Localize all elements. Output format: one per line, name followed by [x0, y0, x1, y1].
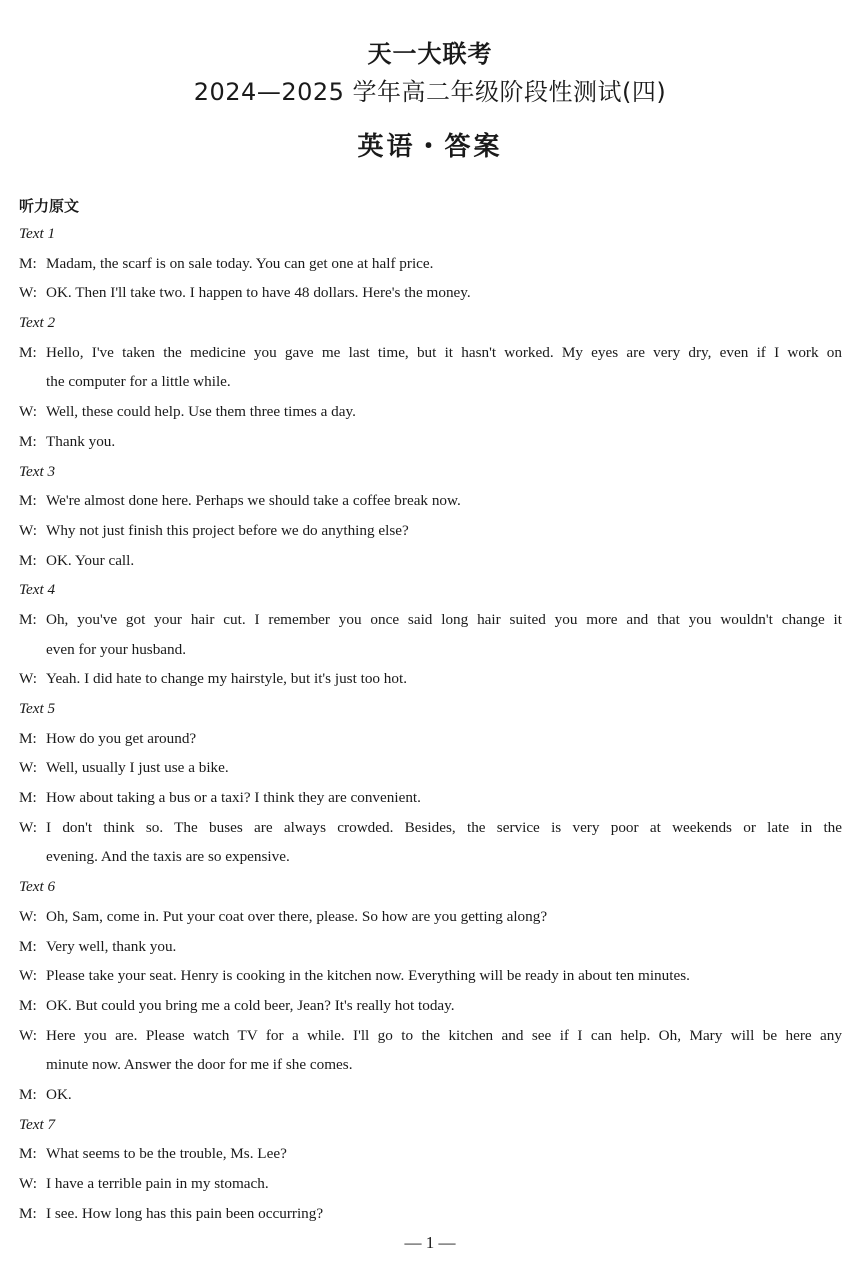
text-label: Text 2 — [19, 314, 56, 332]
dialogue-text: OK. Your call. — [46, 551, 135, 569]
dialogue-text: Very well, thank you. — [46, 937, 177, 955]
speaker-label: M: — [19, 729, 37, 747]
exam-org-title: 天一大联考 — [367, 40, 493, 68]
dialogue-line — [19, 278, 842, 308]
dialogue-text: OK. — [46, 1085, 72, 1103]
exam-name-title: 2024—2025 学年高二年级阶段性测试(四) — [193, 78, 667, 106]
dialogue-text: What seems to be the trouble, Ms. Lee? — [46, 1145, 287, 1163]
speaker-label: M: — [19, 343, 37, 361]
text-label: Text 6 — [19, 878, 56, 896]
text-label: Text 4 — [19, 581, 56, 599]
dialogue-continuation: minute now. Answer the door for me if she comes. — [46, 1056, 353, 1074]
text-label: Text 1 — [19, 225, 56, 242]
dialogue-text: Well, these could help. Use them three times a day. — [46, 403, 356, 421]
speaker-label: M: — [19, 1204, 37, 1222]
dialogue-line — [19, 724, 842, 754]
dialogue-line — [19, 753, 842, 783]
dialogue-text: How do you get around? — [46, 729, 197, 747]
speaker-label: M: — [19, 610, 37, 628]
speaker-label: M: — [19, 551, 37, 569]
dialogue-text: I see. How long has this pain been occurring? — [46, 1204, 324, 1222]
speaker-label: W: — [19, 670, 37, 688]
dialogue-line — [19, 1139, 842, 1169]
speaker-label: M: — [19, 432, 37, 450]
speaker-label: M: — [19, 492, 37, 510]
dialogue-text: Madam, the scarf is on sale today. You can get one at half price. — [46, 254, 434, 272]
speaker-label: W: — [19, 1175, 37, 1192]
speaker-label: M: — [19, 789, 37, 807]
dialogue-line — [19, 397, 842, 427]
dialogue-text: Hello, I've taken the medicine you gave me last time, but it hasn't worked. My eyes are very dry, even if I work on — [46, 343, 842, 361]
dialogue-line — [19, 1169, 842, 1199]
dialogue-line — [19, 427, 842, 457]
dialogue-line — [19, 991, 842, 1021]
dialogue-text: Oh, Sam, come in. Put your coat over there, please. So how are you getting along? — [46, 907, 548, 925]
dialogue-text: I have a terrible pain in my stomach. — [46, 1175, 269, 1192]
speaker-label: W: — [19, 521, 37, 539]
speaker-label: M: — [19, 1085, 37, 1103]
dialogue-text: I don't think so. The buses are always crowded. Besides, the service is very poor at weekends or late in the — [46, 818, 842, 836]
dialogue-continuation: evening. And the taxis are so expensive. — [46, 848, 290, 866]
text-label: Text 5 — [19, 700, 56, 717]
subject-title: 英语・答案 — [357, 132, 503, 162]
dialogue-text: How about taking a bus or a taxi? I think they are convenient. — [46, 789, 421, 807]
text-label: Text 3 — [19, 462, 56, 480]
speaker-label: M: — [19, 1145, 37, 1163]
speaker-label: W: — [19, 967, 37, 985]
dialogue-text: Here you are. Please watch TV for a while. I'll go to the kitchen and see if I can help. Oh, Mary will be here any — [46, 1026, 842, 1044]
speaker-label: M: — [19, 937, 37, 955]
dialogue-line — [19, 338, 842, 368]
dialogue-line — [19, 249, 842, 279]
dialogue-line — [19, 961, 842, 991]
page-number: — 1 — — [404, 1233, 456, 1252]
speaker-label: W: — [19, 818, 37, 836]
dialogue-line — [19, 546, 842, 576]
listening-transcript — [19, 219, 842, 1228]
dialogue-line — [19, 1021, 842, 1051]
dialogue-text: We're almost done here. Perhaps we should take a coffee break now. — [46, 492, 461, 510]
dialogue-line — [19, 486, 842, 516]
dialogue-line — [19, 932, 842, 962]
dialogue-text: OK. Then I'll take two. I happen to have 48 dollars. Here's the money. — [46, 284, 471, 302]
dialogue-line — [19, 1199, 842, 1229]
dialogue-line — [19, 813, 842, 843]
speaker-label: M: — [19, 996, 37, 1014]
dialogue-text: Oh, you've got your hair cut. I remember you once said long hair suited you more and that you wouldn't change it — [46, 610, 842, 628]
speaker-label: W: — [19, 907, 37, 925]
speaker-label: M: — [19, 254, 37, 272]
dialogue-text: Yeah. I did hate to change my hairstyle, but it's just too hot. — [46, 670, 408, 688]
dialogue-line — [19, 783, 842, 813]
speaker-label: W: — [19, 1026, 37, 1044]
dialogue-text: Well, usually I just use a bike. — [46, 759, 229, 777]
dialogue-line — [19, 516, 842, 546]
dialogue-line — [19, 664, 842, 694]
speaker-label: W: — [19, 403, 37, 421]
dialogue-text: Why not just finish this project before we do anything else? — [46, 521, 409, 539]
dialogue-text: Thank you. — [46, 432, 116, 450]
dialogue-text: Please take your seat. Henry is cooking in the kitchen now. Everything will be ready in about ten minutes. — [46, 967, 690, 985]
dialogue-line — [19, 605, 842, 635]
section-heading: 听力原文 — [19, 197, 80, 215]
dialogue-continuation: the computer for a little while. — [46, 373, 231, 391]
dialogue-continuation: even for your husband. — [46, 640, 187, 658]
dialogue-line — [19, 902, 842, 932]
dialogue-line — [19, 1080, 842, 1110]
dialogue-text: OK. But could you bring me a cold beer, Jean? It's really hot today. — [46, 996, 455, 1014]
speaker-label: W: — [19, 284, 37, 302]
text-label: Text 7 — [19, 1115, 56, 1133]
speaker-label: W: — [19, 759, 37, 777]
